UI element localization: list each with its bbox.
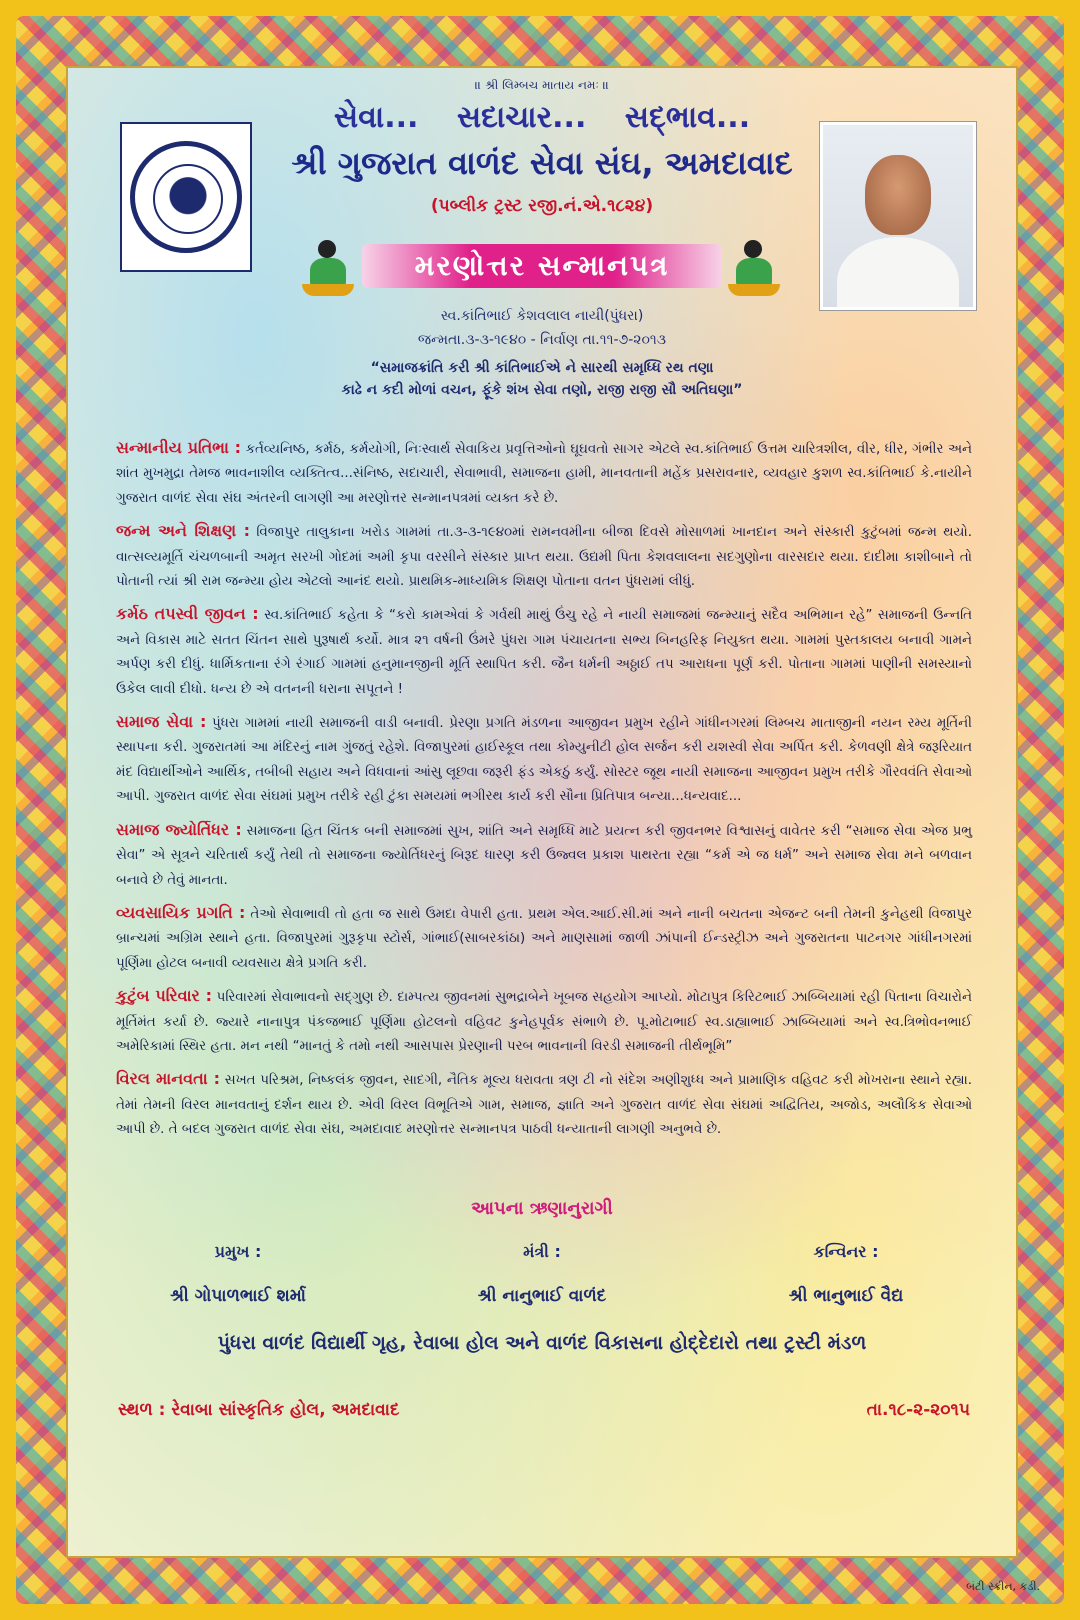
- regards-line: આપના ઋણાનુરાગી: [471, 1198, 613, 1219]
- signatory-name-secretary: શ્રી નાનુભાઈ વાળંદ: [477, 1286, 607, 1306]
- section-rare-humanity: [116, 1067, 972, 1142]
- signatory-name-president: શ્રી ગોપાળભાઈ શર્મા: [170, 1286, 306, 1306]
- section-social-service: [116, 710, 972, 810]
- organization-logo: [120, 122, 252, 272]
- signatory-role-secretary: મંત્રી :: [523, 1242, 561, 1261]
- lamp-bearer-left-icon: [302, 234, 354, 296]
- lamp-bearer-right-icon: [728, 234, 780, 296]
- title-ribbon: [362, 244, 722, 288]
- section-text: સખત પરિશ્રમ, નિષ્કલંક જીવન, સાદગી, નૈતિક મૂલ્ય ધરાવતા ત્રણ ટી નો સંદેશ અણીશુધ્ધ અને પ્રામાણિક વહિવટ કરી મોખરાના સ્થાને રહ્યા. તેમાં તેમની વિરલ માનવતાનું દર્શન થાય છે. એવી વિરલ વિભૂતિએ ગામ, સમાજ, જ્ઞાતિ અને ગુજરાત વાળંદ સેવા સંઘમાં અદ્વિતિય, અજોડ, અલૌકિક સેવાઓ આપી છે. તે બદલ ગુજરાત વાળંદ સેવા સંઘ, અમદાવાદ મરણોત્તર સન્માનપત્ર પાઠવી ધન્યાતાની લાગણી અનુભવે છે.: [116, 1073, 972, 1138]
- certificate-title: મરણોત્તર સન્માનપત્ર: [414, 249, 670, 282]
- section-text: પરિવારમાં સેવાભાવનો સદ્‌ગુણ છે. દામ્પત્ય જીવનમાં સુભદ્રાબેને ખૂબજ સહયોગ આપ્યો. મોટાપુત્ર કિરિટભાઈ ઝાબ્બિયામાં રહી પિતાના વિચારોને મૂર્તિમંત કર્યા છે. જ્યારે નાનાપુત્ર પંકજભાઈ પૂર્ણિમા હોટલનો વહિવટ કુનેહપૂર્વક સંભાળે છે. પૂ.મોટાભાઈ સ્વ.ડાહ્યાભાઈ ઝાબ્બિયામાં અને સ્વ.ત્રિભોવનભાઈ અમેરિકામાં સ્થિર હતા. મન નથી “માનતું કે તમો નથી આસપાસ પ્રેરણાની પરબ ભાવનાની વિરડી સમાજની તીર્થભૂમિ”: [116, 990, 972, 1054]
- portrait-photo: [820, 122, 976, 310]
- signatory-role-president: પ્રમુખ :: [214, 1242, 262, 1261]
- section-heading: કુટુંબ પરિવાર :: [116, 986, 213, 1006]
- event-date: તા.૧૮-૨-૨૦૧૫: [866, 1400, 970, 1420]
- section-business-progress: [116, 901, 972, 976]
- invocation-line: ॥ શ્રી લિમ્બચ માતાય નમઃ ॥: [474, 78, 610, 92]
- section-text: કર્તવ્યનિષ્ઠ, કર્મઠ, કર્મયોગી, નિઃસ્વાર્થ સેવાકિય પ્રવૃત્તિઓનો ઘૂઘવતો સાગર એટલે સ્વ.કાંતિભાઈ ઉત્તમ ચારિત્રશીલ, વીર, ધીર, ગંભીર અને શાંત મુખમુદ્રા તેમજ ભાવનાશીલ વ્યક્તિત્વ...સંનિષ્ઠ, સદાચારી, સેવાભાવી, સમાજના હામી, માનવતાની મહેંક પ્રસરાવનાર, વ્યવહાર કુશળ સ્વ.કાંતિભાઈ કે.નાયીને ગુજરાત વાળંદ સેવા સંઘ અંતરની લાગણી આ મરણોત્તર સન્માનપત્રમાં વ્યક્ત કરે છે.: [116, 442, 972, 506]
- section-text: સમાજના હિત ચિંતક બની સમાજમાં સુખ, શાંતિ અને સમૃધ્ધિ માટે પ્રયત્ન કરી જીવનભર વિશ્વાસનું વાવેતર કરી “સમાજ સેવા એજ પ્રભુ સેવા” એ સૂત્રને ચરિતાર્થ કર્યું તેથી તો સમાજના જ્યોર્તિધરનું બિરૂદ ધારણ કરી ઉજ્વલ પ્રકાશ પાથરતા રહ્યા “કર્મ એ જ ધર્મ” અને સમાજ સેવા મને બળવાન બનાવે છે તેવું માનતા.: [116, 823, 973, 888]
- signatory-name-convener: શ્રી ભાનુભાઈ વૈદ્ય: [788, 1286, 904, 1306]
- section-family: [116, 984, 972, 1059]
- seal-icon: [130, 141, 242, 253]
- section-heading: કર્મઠ તપસ્વી જીવન :: [116, 604, 259, 624]
- section-honorable-persona: [116, 436, 972, 511]
- venue: સ્થળ : રેવાબા સાંસ્કૃતિક હોલ, અમદાવાદ: [118, 1400, 400, 1420]
- section-heading: સમાજ સેવા :: [116, 712, 207, 732]
- section-heading: સન્માનીય પ્રતિભા :: [116, 438, 242, 457]
- section-text: સ્વ.કાંતિભાઈ કહેતા કે “કરો કામએવાં કે ગર્વથી માથું ઉંચુ રહે ને નાયી સમાજમાં જન્મ્યાનું સદૈવ અભિમાન રહે” સમાજની ઉન્નતિ અને વિકાસ માટે સતત ચિંતન સાથે પુરૂષાર્થ કર્યો. માત્ર ૨૧ વર્ષની ઉંમરે પુંધરા ગામ પંચાયતના સભ્ય બિનહરિફ નિયુક્ત થયા. ગામમાં પુસ્તકાલય બનાવી ગામને અર્પણ કરી દીધું. ધાર્મિકતાના રંગે રંગાઈ ગામમાં હનુમાનજીની મૂર્તિ સ્થાપિત કરી. જૈન ધર્મની અઠ્ઠાઈ તપ આરાધના પૂર્ણ કરી. પોતાના ગામમાં પાણીની સમસ્યાનો ઉકેલ લાવી દીધો. ધન્ય છે એ વતનની ધરાના સપૂતને !: [116, 608, 972, 697]
- section-heading: વિરલ માનવતા :: [116, 1069, 221, 1089]
- section-text: તેઓ સેવાભાવી તો હતા જ સાથે ઉમદા વેપારી હતા. પ્રથમ એલ.આઈ.સી.માં અને નાની બચતના એજન્ટ બની તેમની કુનેહથી વિજાપુર બ્રાન્ચમાં અગ્રિમ સ્થાને હતા. વિજાપુરમાં ગુરૂકૃપા સ્ટોર્સ, ગાંભાઈ(સાબરકાંઠા) અને માણસામાં જાળી ઝાંપાની ઈન્ડસ્ટ્રીઝ અને ગુજરાતના પાટનગર ગાંધીનગરમાં પૂર્ણિમા હોટલ બનાવી વ્યવસાય ક્ષેત્રે પ્રગતિ કરી.: [116, 906, 972, 971]
- printer-credit: બંટી સ્ક્રીન, કડી.: [966, 1580, 1040, 1593]
- organization-name: શ્રી ગુજરાત વાળંદ સેવા સંઘ, અમદાવાદ: [291, 144, 793, 182]
- section-heading: જન્મ અને શિક્ષણ :: [116, 521, 251, 541]
- section-birth-education: [116, 519, 972, 594]
- motto: સેવા... સદાચાર... સદ્‌ભાવ...: [333, 100, 751, 135]
- trustees-line: પુંધરા વાળંદ વિદ્યાર્થી ગૃહ, રેવાબા હોલ અને વાળંદ વિકાસના હોદ્દેદારો તથા ટ્રસ્ટી મંડળ: [217, 1332, 867, 1354]
- section-text: પુંધરા ગામમાં નાયી સમાજની વાડી બનાવી. પ્રેરણા પ્રગતિ મંડળના આજીવન પ્રમુખ રહીને ગાંધીનગરમાં લિમ્બચ માતાજીની નયન રમ્ય મૂર્તિની સ્થાપના કરી. ગુજરાતમાં આ મંદિરનું નામ ગુંજતું રહેશે. વિજાપુરમાં હાઈસ્કૂલ તથા કોમ્યુનીટી હોલ સર્જન કરી યશસ્વી સેવા અર્પિત કરી. કેળવણી ક્ષેત્રે જરૂરિયાત મંદ વિદ્યાર્થીઓને આર્થિક, તબીબી સહાય અને વિધવાનાં આંસુ લૂછવા જરૂરી ફંડ એકઠું કર્યું. સોસ્ટર જૂથ નાયી સમાજના આજીવન પ્રમુખ તરીકે ગૌરવવંતિ સેવાઓ આપી. ગુજરાત વાળંદ સેવા સંઘમાં પ્રમુખ તરીકે રહી ટુંકા સમયમાં ભગીરથ કાર્ય કરી સૌના પ્રિતિપાત્ર બન્યા...ધન્યવાદ...: [116, 716, 972, 805]
- tribute-quote-line-1: “સમાજક્રાંતિ કરી શ્રી કાંતિભાઈએ ને સારથી સમૃધ્ધિ રથ તણા: [370, 360, 714, 376]
- deceased-name: સ્વ.કાંતિભાઈ કેશવલાલ નાયી(પુંધરા): [440, 308, 644, 324]
- life-dates: જન્મતા.૩-૩-૧૯૪૦ - નિર્વાણ તા.૧૧-૭-૨૦૧૩: [417, 332, 667, 348]
- trust-registration: (પબ્લીક ટ્રસ્ટ રજી.નં.એ.૧૮૨૪): [430, 196, 654, 216]
- section-community-beacon: [116, 818, 972, 893]
- section-heading: સમાજ જ્યોર્તિધર :: [116, 819, 242, 839]
- title-banner: [302, 234, 780, 296]
- tribute-quote-line-2: કાઢે ન કદી મોળાં વચન, ફૂંકે શંખ સેવા તણો, રાજી રાજી સૌ અતિઘણા”: [341, 382, 743, 398]
- signatory-role-convener: કન્વિનર :: [813, 1242, 879, 1261]
- section-dedicated-life: [116, 602, 972, 702]
- certificate-body: [66, 66, 1018, 1558]
- tribute-sections: [116, 436, 972, 1151]
- section-heading: વ્યવસાયિક પ્રગતિ :: [116, 902, 246, 922]
- section-text: વિજાપુર તાલુકાના ખરોડ ગામમાં તા.૩-૩-૧૯૪૦માં રામનવમીના બીજા દિવસે મોસાળમાં ખાનદાન અને સંસ્કારી કુટુંબમાં જન્મ થયો. વાત્સલ્યમૂર્તિ ચંચળબાની અમૃત સરખી ગોદમાં અમી કૃપા વરસીને સંસ્કાર પ્રાપ્ત થયા. ઉદ્યમી પિતા કેશવલાલના સદગુણોના વારસદાર થયા. દાદીમા કાશીબાને તો પોતાની ત્યાં શ્રી રામ જન્મ્યા હોય એટલો આનંદ થયો. પ્રાથમિક-માધ્યમિક શિક્ષણ પોતાના વતન પુંધરામાં લીધું.: [116, 525, 973, 590]
